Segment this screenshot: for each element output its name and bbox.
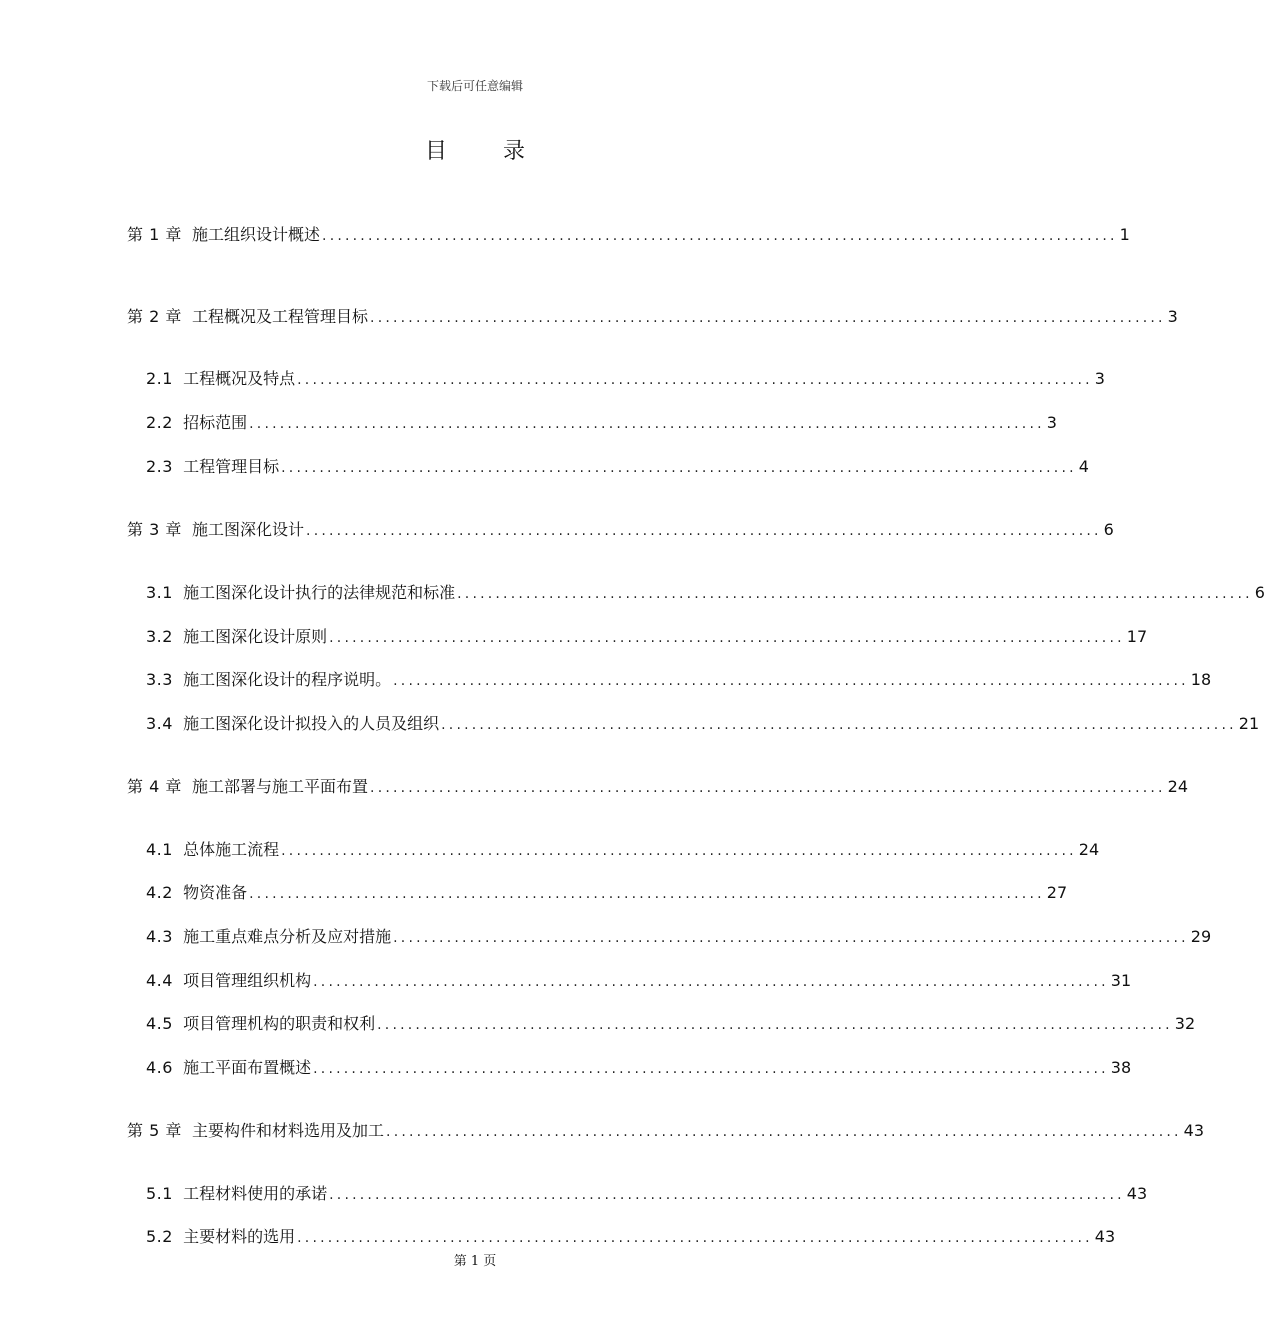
entry-page-number: 43 xyxy=(1094,1227,1116,1246)
entry-number: 3.1 xyxy=(146,583,173,602)
dot-leader: ........................................................................................................ xyxy=(386,1124,1182,1140)
dot-leader: ........................................................................................................ xyxy=(370,780,1166,796)
entry-number: 4.5 xyxy=(146,1014,173,1033)
dot-leader: ........................................................................................................ xyxy=(249,416,1045,432)
toc-entry-chapter-4[interactable] xyxy=(127,776,1189,799)
entry-number: 第 4 章 xyxy=(127,777,182,796)
entry-title: 施工组织设计概述 xyxy=(192,225,321,244)
entry-page-number: 31 xyxy=(1110,971,1132,990)
dot-leader: ........................................................................................................ xyxy=(322,228,1118,244)
entry-title: 施工图深化设计原则 xyxy=(183,627,328,646)
toc-entry-section-4-3[interactable] xyxy=(146,926,1212,949)
entry-number: 4.6 xyxy=(146,1058,173,1077)
entry-title: 主要构件和材料选用及加工 xyxy=(192,1121,385,1140)
entry-number: 3.3 xyxy=(146,670,173,689)
entry-title: 招标范围 xyxy=(183,413,248,432)
toc-entry-section-2-3[interactable] xyxy=(146,456,1089,479)
entry-page-number: 21 xyxy=(1238,714,1260,733)
dot-leader: ........................................................................................................ xyxy=(370,310,1166,326)
toc-entry-section-4-6[interactable] xyxy=(146,1057,1132,1080)
toc-entry-section-3-1[interactable] xyxy=(146,582,1265,605)
dot-leader: ........................................................................................................ xyxy=(249,886,1045,902)
dot-leader: ........................................................................................................ xyxy=(297,1230,1093,1246)
entry-number: 5.2 xyxy=(146,1227,173,1246)
entry-title: 工程管理目标 xyxy=(183,457,280,476)
entry-number: 2.1 xyxy=(146,369,173,388)
entry-title: 施工重点难点分析及应对措施 xyxy=(183,927,392,946)
page-title xyxy=(0,134,950,165)
entry-title: 物资准备 xyxy=(183,883,248,902)
entry-page-number: 1 xyxy=(1119,225,1130,244)
toc-entry-section-4-4[interactable] xyxy=(146,970,1132,993)
entry-title: 施工部署与施工平面布置 xyxy=(192,777,369,796)
entry-number: 4.1 xyxy=(146,840,173,859)
entry-page-number: 3 xyxy=(1167,307,1178,326)
header-note: 下载后可任意编辑 xyxy=(426,79,523,93)
entry-page-number: 32 xyxy=(1174,1014,1196,1033)
entry-page-number: 38 xyxy=(1110,1058,1132,1077)
entry-page-number: 3 xyxy=(1046,413,1057,432)
toc-entry-section-5-1[interactable] xyxy=(146,1183,1148,1206)
dot-leader: ........................................................................................................ xyxy=(377,1017,1173,1033)
dot-leader: ........................................................................................................ xyxy=(313,974,1109,990)
entry-number: 3.2 xyxy=(146,627,173,646)
entry-title: 项目管理机构的职责和权利 xyxy=(183,1014,376,1033)
dot-leader: ........................................................................................................ xyxy=(393,673,1189,689)
entry-title: 施工图深化设计执行的法律规范和标准 xyxy=(183,583,456,602)
entry-number: 4.3 xyxy=(146,927,173,946)
toc-entry-chapter-1[interactable] xyxy=(127,224,1130,247)
toc-entry-section-5-2[interactable] xyxy=(146,1226,1116,1249)
entry-number: 4.2 xyxy=(146,883,173,902)
toc-entry-section-4-2[interactable] xyxy=(146,882,1068,905)
entry-number: 3.4 xyxy=(146,714,173,733)
entry-number: 2.3 xyxy=(146,457,173,476)
entry-number: 5.1 xyxy=(146,1184,173,1203)
entry-title: 项目管理组织机构 xyxy=(183,971,312,990)
dot-leader: ........................................................................................................ xyxy=(281,460,1077,476)
entry-number: 第 2 章 xyxy=(127,307,182,326)
toc-entry-chapter-5[interactable] xyxy=(127,1120,1205,1143)
dot-leader: ........................................................................................................ xyxy=(281,843,1077,859)
dot-leader: ........................................................................................................ xyxy=(441,717,1237,733)
entry-title: 施工平面布置概述 xyxy=(183,1058,312,1077)
page-footer: 第 1 页 xyxy=(453,1254,497,1269)
entry-title: 施工图深化设计拟投入的人员及组织 xyxy=(183,714,440,733)
dot-leader: ........................................................................................................ xyxy=(329,630,1125,646)
entry-page-number: 18 xyxy=(1190,670,1212,689)
entry-title: 工程概况及工程管理目标 xyxy=(192,307,369,326)
toc-entry-section-2-1[interactable] xyxy=(146,368,1105,391)
dot-leader: ........................................................................................................ xyxy=(393,930,1189,946)
toc-entry-section-3-2[interactable] xyxy=(146,626,1148,649)
entry-number: 第 5 章 xyxy=(127,1121,182,1140)
entry-number: 第 1 章 xyxy=(127,225,182,244)
entry-page-number: 24 xyxy=(1167,777,1189,796)
entry-page-number: 3 xyxy=(1094,369,1105,388)
entry-title: 施工图深化设计的程序说明。 xyxy=(183,670,392,689)
title-left-char: 目 xyxy=(424,139,447,164)
entry-page-number: 29 xyxy=(1190,927,1212,946)
entry-page-number: 43 xyxy=(1183,1121,1205,1140)
dot-leader: ........................................................................................................ xyxy=(297,372,1093,388)
title-right-char: 录 xyxy=(503,139,526,164)
dot-leader: ........................................................................................................ xyxy=(313,1061,1109,1077)
toc-entry-section-2-2[interactable] xyxy=(146,412,1057,435)
toc-entry-section-4-5[interactable] xyxy=(146,1013,1196,1036)
entry-number: 第 3 章 xyxy=(127,520,182,539)
entry-number: 2.2 xyxy=(146,413,173,432)
entry-page-number: 17 xyxy=(1126,627,1148,646)
entry-title: 主要材料的选用 xyxy=(183,1227,296,1246)
dot-leader: ........................................................................................................ xyxy=(457,586,1253,602)
toc-entry-chapter-3[interactable] xyxy=(127,519,1114,542)
entry-page-number: 6 xyxy=(1103,520,1114,539)
entry-page-number: 43 xyxy=(1126,1184,1148,1203)
entry-page-number: 6 xyxy=(1254,583,1265,602)
dot-leader: ........................................................................................................ xyxy=(329,1187,1125,1203)
toc-entry-section-3-4[interactable] xyxy=(146,713,1260,736)
toc-entry-chapter-2[interactable] xyxy=(127,306,1178,329)
entry-title: 施工图深化设计 xyxy=(192,520,305,539)
entry-page-number: 4 xyxy=(1078,457,1089,476)
entry-title: 工程概况及特点 xyxy=(183,369,296,388)
dot-leader: ........................................................................................................ xyxy=(306,523,1102,539)
toc-entry-section-3-3[interactable] xyxy=(146,669,1212,692)
entry-number: 4.4 xyxy=(146,971,173,990)
entry-title: 工程材料使用的承诺 xyxy=(183,1184,328,1203)
entry-title: 总体施工流程 xyxy=(183,840,280,859)
toc-entry-section-4-1[interactable] xyxy=(146,839,1100,862)
entry-page-number: 24 xyxy=(1078,840,1100,859)
entry-page-number: 27 xyxy=(1046,883,1068,902)
